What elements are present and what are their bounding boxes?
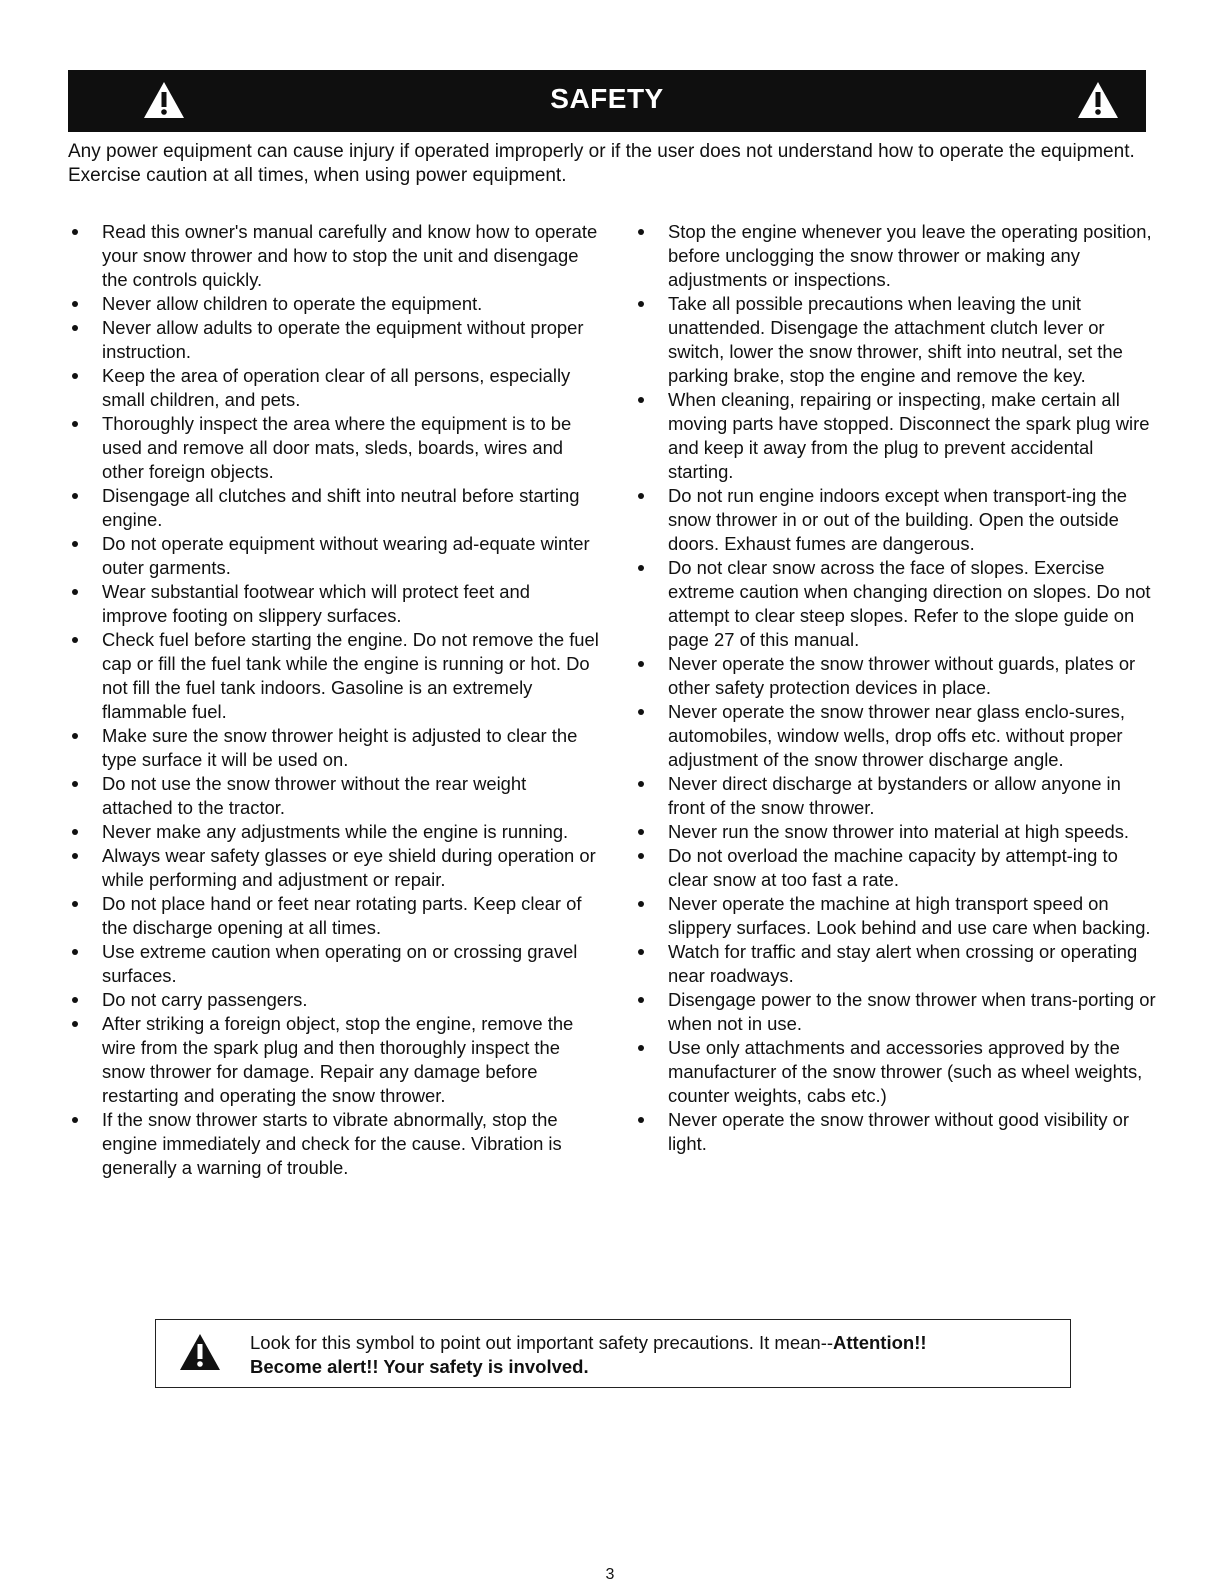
notice-text [250,1331,1060,1379]
safety-item-text: Check fuel before starting the engine. Do not remove the fuel cap or fill the fuel tank while the engine is running or hot. Do not fill the fuel tank indoors. Gasoline is an extremely flammable fuel. [102,629,599,722]
bullet-icon [638,781,644,787]
bullet-icon [72,541,78,547]
safety-item-text: Do not place hand or feet near rotating parts. Keep clear of the discharge opening at all times. [102,893,582,938]
safety-item-text: Never operate the machine at high transport speed on slippery surfaces. Look behind and use care when backing. [668,893,1151,938]
bullet-icon [72,949,78,955]
bullet-icon [72,229,78,235]
bullet-icon [638,493,644,499]
safety-banner [68,70,1146,132]
safety-item [70,364,600,412]
safety-item [70,940,600,988]
bullet-icon [638,565,644,571]
safety-item-text: Do not overload the machine capacity by attempt-ing to clear snow at too fast a rate. [668,845,1118,890]
safety-item-text: Do not clear snow across the face of slopes. Exercise extreme caution when changing direction on slopes. Do not attempt to clear steep slopes. Refer to the slope guide on page 27 of this manual. [668,557,1151,650]
safety-item [636,940,1156,988]
safety-item-text: When cleaning, repairing or inspecting, make certain all moving parts have stopped. Disconnect the spark plug wire and keep it away from the plug to prevent accidental starting. [668,389,1150,482]
notice-attention: Attention!! [833,1332,927,1353]
safety-item-text: Never make any adjustments while the engine is running. [102,821,569,842]
bullet-icon [72,733,78,739]
page-title: SAFETY [550,83,664,114]
safety-item [70,484,600,532]
safety-item-text: Watch for traffic and stay alert when crossing or operating near roadways. [668,941,1138,986]
safety-item [70,292,600,316]
bullet-icon [72,1117,78,1123]
safety-item [70,772,600,820]
safety-item-text: Do not operate equipment without wearing ad-equate winter outer garments. [102,533,590,578]
bullet-icon [72,589,78,595]
safety-item-text: Never operate the snow thrower without good visibility or light. [668,1109,1130,1154]
bullet-icon [72,781,78,787]
notice-sentence: Look for this symbol to point out important safety precautions. It mean-- [250,1332,834,1353]
intro-paragraph: Any power equipment can cause injury if operated improperly or if the user does not understand how to operate the equipment. Exercise caution at all times, when using power equipment. [68,141,1135,186]
safety-item [636,892,1156,940]
safety-item-text: After striking a foreign object, stop the engine, remove the wire from the spark plug and then thoroughly inspect the snow thrower for damage. Repair any damage before restarting and operating the snow thrower. [102,1013,574,1106]
bullet-icon [638,709,644,715]
safety-item-text: Never allow children to operate the equipment. [102,293,483,314]
safety-item-text: Always wear safety glasses or eye shield during operation or while performing and adjustment or repair. [102,845,596,890]
bullet-icon [638,853,644,859]
bullet-icon [638,661,644,667]
safety-item [70,412,600,484]
safety-item [70,532,600,580]
safety-item [636,700,1156,772]
right-safety-list [636,220,1156,1156]
safety-item [636,388,1156,484]
safety-item [636,772,1156,820]
safety-item-text: Make sure the snow thrower height is adjusted to clear the type surface it will be used on. [102,725,578,770]
safety-item [70,580,600,628]
safety-item [70,820,600,844]
safety-item [70,988,600,1012]
safety-item [636,1036,1156,1108]
safety-item-text: Thoroughly inspect the area where the equipment is to be used and remove all door mats, sleds, boards, wires and other foreign objects. [102,413,572,482]
safety-item-text: Never operate the snow thrower without guards, plates or other safety protection devices in place. [668,653,1136,698]
bullet-icon [72,829,78,835]
bullet-icon [72,493,78,499]
safety-item-text: Never allow adults to operate the equipment without proper instruction. [102,317,584,362]
safety-item [70,724,600,772]
notice-alert-line: Become alert!! Your safety is involved. [250,1356,589,1377]
safety-item [636,988,1156,1036]
safety-item [636,556,1156,652]
attention-notice [155,1319,1071,1388]
safety-item [636,220,1156,292]
bullet-icon [638,1117,644,1123]
bullet-icon [72,853,78,859]
safety-item-text: Do not run engine indoors except when transport-ing the snow thrower in or out of the building. Open the outside doors. Exhaust fumes are dangerous. [668,485,1128,554]
safety-item [70,892,600,940]
bullet-icon [638,229,644,235]
bullet-icon [72,1021,78,1027]
bullet-icon [72,421,78,427]
safety-item-text: Keep the area of operation clear of all persons, especially small children, and pets. [102,365,571,410]
warning-triangle-icon [1076,80,1120,120]
safety-item-text: Do not carry passengers. [102,989,308,1010]
safety-item-text: Do not use the snow thrower without the rear weight attached to the tractor. [102,773,527,818]
bullet-icon [638,397,644,403]
safety-item-text: Never operate the snow thrower near glass enclo-sures, automobiles, window wells, drop offs etc. without proper adjustment of the snow thrower discharge angle. [668,701,1125,770]
safety-item [70,1012,600,1108]
bullet-icon [638,997,644,1003]
safety-item [70,844,600,892]
safety-item-text: Take all possible precautions when leaving the unit unattended. Disengage the attachment clutch lever or switch, lower the snow thrower, shift into neutral, set the parking brake, stop the engine and remove the key. [668,293,1123,386]
safety-item-text: Read this owner's manual carefully and know how to operate your snow thrower and how to stop the unit and disengage the controls quickly. [102,221,598,290]
safety-item [636,484,1156,556]
bullet-icon [72,373,78,379]
safety-item [636,820,1156,844]
safety-item-text: Stop the engine whenever you leave the operating position, before unclogging the snow thrower or making any adjustments or inspections. [668,221,1152,290]
bullet-icon [72,901,78,907]
bullet-icon [638,829,644,835]
safety-item [70,1108,600,1180]
safety-item [636,292,1156,388]
safety-item [70,220,600,292]
safety-item [70,316,600,364]
warning-triangle-icon [178,1332,222,1372]
safety-item-text: Never direct discharge at bystanders or allow anyone in front of the snow thrower. [668,773,1121,818]
bullet-icon [638,901,644,907]
safety-item-text: Wear substantial footwear which will protect feet and improve footing on slippery surfaces. [102,581,530,626]
safety-item [636,652,1156,700]
safety-item [636,844,1156,892]
safety-item [636,1108,1156,1156]
safety-item [70,628,600,724]
bullet-icon [638,301,644,307]
page-number: 3 [605,1566,615,1583]
bullet-icon [72,301,78,307]
safety-item-text: Use only attachments and accessories approved by the manufacturer of the snow thrower (such as wheel weights, counter weights, cabs etc.) [668,1037,1143,1106]
safety-item-text: Disengage power to the snow thrower when trans-porting or when not in use. [668,989,1156,1034]
bullet-icon [638,949,644,955]
bullet-icon [72,997,78,1003]
left-safety-list [70,220,600,1180]
safety-item-text: Use extreme caution when operating on or crossing gravel surfaces. [102,941,578,986]
safety-item-text: Never run the snow thrower into material at high speeds. [668,821,1130,842]
safety-item-text: If the snow thrower starts to vibrate abnormally, stop the engine immediately and check for the cause. Vibration is generally a warning of trouble. [102,1109,562,1178]
bullet-icon [638,1045,644,1051]
safety-item-text: Disengage all clutches and shift into neutral before starting engine. [102,485,580,530]
bullet-icon [72,325,78,331]
bullet-icon [72,637,78,643]
